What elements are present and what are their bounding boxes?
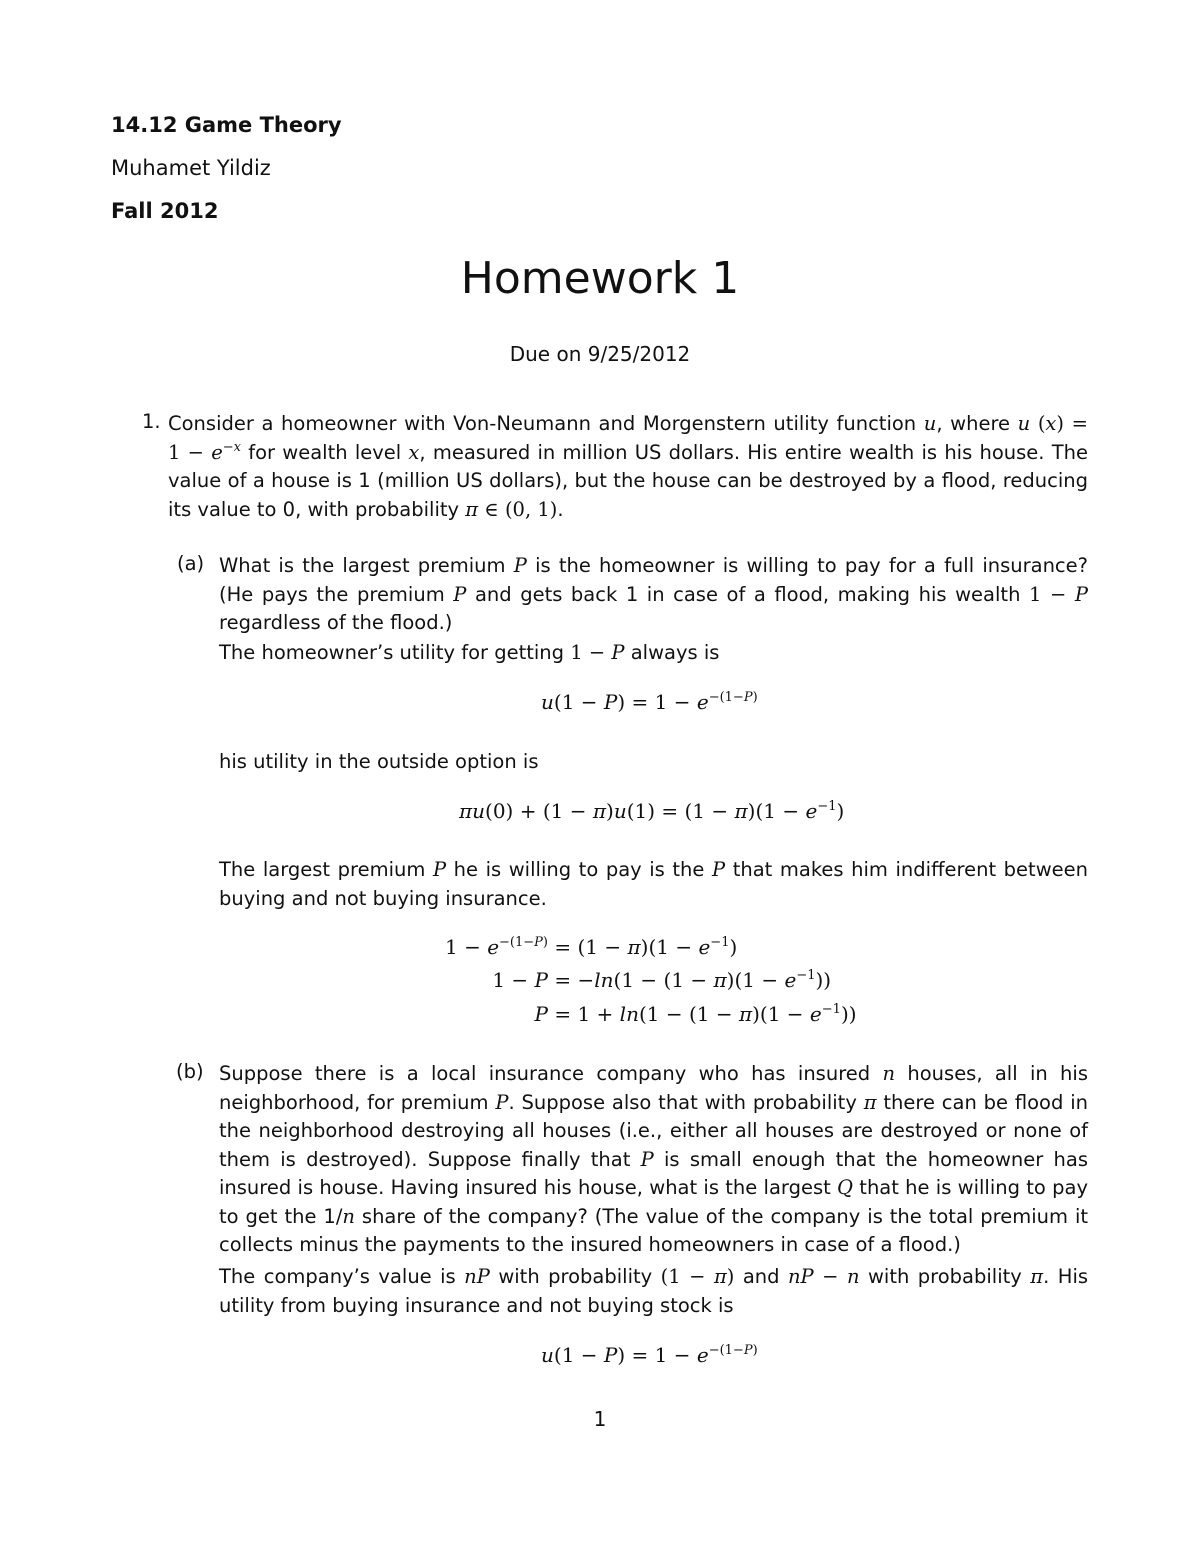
course-title: 14.12 Game Theory bbox=[111, 113, 342, 137]
term: Fall 2012 bbox=[111, 199, 219, 223]
part-b-question: Suppose there is a local insurance company who has insured n houses, all in his neighborhood, for premium P. Suppose also that with probability π there can be flood in the neighborhood destroying all houses (i.e., either all houses are destroyed or none of them is destroyed). Suppose finally that P is small enough that the homeowner has insured is house. Having insured his house, what is the largest Q that he is willing to pay to get the 1/n share of the company? (The value of the company is the total premium it collects minus the payments to the insured homeowners in case of a flood.) bbox=[219, 1062, 1089, 1256]
due-date: Due on 9/25/2012 bbox=[509, 342, 691, 366]
equation-a4-lhs: 1 − P bbox=[492, 968, 548, 992]
part-a-text-2: his utility in the outside option is bbox=[219, 750, 539, 773]
page-title: Homework 1 bbox=[460, 253, 740, 304]
equation-a3-rhs: = $(1 - \pi)(1 - e^{-1})$ bbox=[548, 935, 738, 959]
part-a-text-1: The homeowner’s utility for getting 1 − P always is bbox=[219, 641, 720, 664]
equation-a2: $\pi u(0) + (1 - \pi)u(1) = (1 - \pi)(1 - e^{-1})$ bbox=[459, 799, 845, 823]
equation-a4-rhs: = $-\ln(1 - (1 - \pi)(1 - e^{-1}))$ bbox=[548, 968, 832, 992]
instructor-name: Muhamet Yildiz bbox=[111, 156, 271, 180]
equation-a1: $u(1 - P) = 1 - e^{-(1-P)}$ bbox=[541, 690, 758, 714]
part-a-text-3: The largest premium P he is willing to pay is the P that makes him indifferent between buying and not buying insurance. bbox=[219, 858, 1088, 910]
equation-b1: $u(1 - P) = 1 - e^{-(1-P)}$ bbox=[541, 1343, 758, 1367]
part-a-question: What is the largest premium P is the homeowner is willing to pay for a full insurance? (He pays the premium P and gets back 1 in case of a flood, making his wealth 1 − P regardless of the flood.) bbox=[219, 554, 1089, 634]
equation-a3-lhs: $1 - e^{-(1-P)}$ bbox=[444, 935, 548, 959]
part-b-text-1: The company’s value is nP with probability (1 − π) and nP − n with probability π. His utility from buying insurance and not buying stock is bbox=[219, 1265, 1089, 1317]
page-number: 1 bbox=[593, 1407, 607, 1431]
part-a-label: (a) bbox=[177, 552, 205, 575]
problem-1-statement: Consider a homeowner with Von-Neumann and Morgenstern utility function u, where u $(x) = 1 - e^{-x}$ for wealth level x, measured in million US dollars. His entire wealth is his house. The value of a house is 1 (million US dollars), but the house can be destroyed by a flood, reducing its value to 0, with probability π ∈ (0, 1). bbox=[168, 412, 1088, 521]
problem-number: 1. bbox=[142, 410, 161, 433]
part-b-label: (b) bbox=[176, 1060, 204, 1083]
equation-a5-lhs: P bbox=[534, 1002, 548, 1026]
equation-a5-rhs: = $1 + \ln(1 - (1 - \pi)(1 - e^{-1}))$ bbox=[548, 1002, 857, 1026]
